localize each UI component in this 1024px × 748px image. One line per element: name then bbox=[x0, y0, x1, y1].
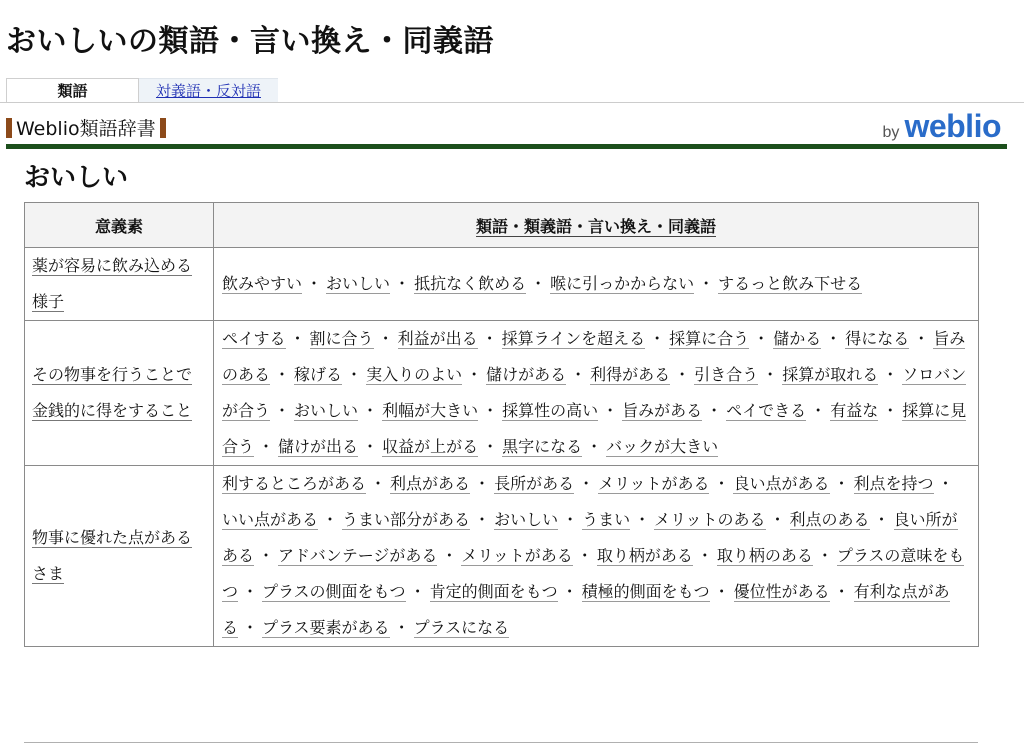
brand-by-text: by bbox=[882, 124, 900, 141]
synonyms-cell bbox=[214, 248, 979, 321]
table-row bbox=[25, 248, 979, 321]
separator-dot: ・ bbox=[696, 546, 713, 565]
synonym-link[interactable]: 旨みのある bbox=[222, 329, 966, 384]
synonym-link[interactable]: 利益が出る bbox=[397, 329, 478, 348]
synonym-link[interactable]: アドバンテージがある bbox=[278, 546, 438, 565]
synonym-link[interactable]: 利点を持つ bbox=[853, 474, 934, 493]
synonym-link[interactable]: 採算に見合う bbox=[222, 401, 967, 456]
dictionary-header bbox=[6, 108, 1007, 144]
separator-dot: ・ bbox=[816, 546, 833, 565]
separator-dot: ・ bbox=[634, 510, 651, 529]
table-row bbox=[25, 466, 979, 647]
separator-dot: ・ bbox=[882, 365, 899, 384]
synonym-link[interactable]: 引き合う bbox=[694, 365, 759, 384]
synonym-link[interactable]: 優位性がある bbox=[733, 582, 830, 601]
synonym-link[interactable]: するっと飲み下せる bbox=[718, 274, 863, 293]
separator-dot: ・ bbox=[769, 510, 786, 529]
synonym-link[interactable]: メリットがある bbox=[461, 546, 573, 565]
sense-cell bbox=[25, 321, 214, 466]
separator-dot: ・ bbox=[810, 401, 827, 420]
synonym-link[interactable]: 利するところがある bbox=[222, 474, 367, 493]
synonym-link[interactable]: 割に合う bbox=[309, 329, 374, 348]
synonym-link[interactable]: 実入りのよい bbox=[366, 365, 463, 384]
synonyms-cell bbox=[214, 466, 979, 647]
synonym-link[interactable]: メリットがある bbox=[598, 474, 710, 493]
separator-dot: ・ bbox=[713, 582, 730, 601]
separator-dot: ・ bbox=[289, 329, 306, 348]
sense-cell bbox=[25, 248, 214, 321]
separator-dot: ・ bbox=[825, 329, 842, 348]
synonym-link[interactable]: 抵抗なく飲める bbox=[414, 274, 527, 293]
synonym-link[interactable]: おいしい bbox=[294, 401, 359, 420]
synonym-link[interactable]: いい点がある bbox=[222, 510, 319, 529]
separator-dot: ・ bbox=[873, 510, 890, 529]
separator-dot: ・ bbox=[258, 437, 275, 456]
separator-dot: ・ bbox=[474, 510, 491, 529]
separator-dot: ・ bbox=[394, 274, 411, 293]
separator-dot: ・ bbox=[562, 510, 579, 529]
separator-dot: ・ bbox=[362, 437, 379, 456]
table-row bbox=[25, 321, 979, 466]
separator-dot: ・ bbox=[242, 618, 259, 637]
header-underline bbox=[6, 144, 1007, 149]
separator-dot: ・ bbox=[578, 474, 595, 493]
synonym-link[interactable]: 利点のある bbox=[789, 510, 870, 529]
separator-dot: ・ bbox=[762, 365, 779, 384]
separator-dot: ・ bbox=[306, 274, 323, 293]
separator-dot: ・ bbox=[370, 474, 387, 493]
synonym-link[interactable]: 採算が取れる bbox=[782, 365, 879, 384]
synonym-link[interactable]: うまい部分がある bbox=[342, 510, 471, 529]
separator-dot: ・ bbox=[706, 401, 723, 420]
synonym-link[interactable]: メリットのある bbox=[654, 510, 766, 529]
separator-dot: ・ bbox=[570, 365, 587, 384]
synonym-link[interactable]: プラスの意味をもつ bbox=[222, 546, 965, 601]
tab-bar bbox=[6, 78, 278, 102]
synonym-link[interactable]: ペイする bbox=[222, 329, 286, 348]
sense-text[interactable]: その物事を行うことで金銭的に得をすること bbox=[32, 365, 193, 420]
synonym-link[interactable]: 稼げる bbox=[294, 365, 343, 384]
separator-dot: ・ bbox=[242, 582, 259, 601]
synonym-link[interactable]: 利点がある bbox=[390, 474, 471, 493]
separator-dot: ・ bbox=[753, 329, 770, 348]
separator-dot: ・ bbox=[322, 510, 339, 529]
tab-antonyms[interactable]: 対義語・反対語 bbox=[139, 78, 278, 102]
synonyms-cell bbox=[214, 321, 979, 466]
synonym-link[interactable]: うまい bbox=[582, 510, 631, 529]
separator-dot: ・ bbox=[561, 582, 578, 601]
separator-dot: ・ bbox=[882, 401, 899, 420]
separator-dot: ・ bbox=[274, 401, 291, 420]
separator-dot: ・ bbox=[346, 365, 363, 384]
separator-dot: ・ bbox=[441, 546, 458, 565]
header-sense-text: 意義素 bbox=[94, 216, 143, 236]
separator-dot: ・ bbox=[698, 274, 715, 293]
separator-dot: ・ bbox=[602, 401, 619, 420]
header-synonyms bbox=[214, 203, 979, 248]
separator-dot: ・ bbox=[362, 401, 379, 420]
sense-text[interactable]: 物事に優れた点があるさま bbox=[32, 528, 193, 583]
synonym-link[interactable]: 利得がある bbox=[590, 365, 671, 384]
separator-dot: ・ bbox=[482, 401, 499, 420]
weblio-logo: weblio bbox=[904, 108, 1001, 144]
dictionary-name-text[interactable]: Weblio類語辞書 bbox=[16, 118, 156, 140]
synonym-link[interactable]: 肯定的側面をもつ bbox=[429, 582, 558, 601]
separator-dot: ・ bbox=[833, 582, 850, 601]
word-heading: おいしい bbox=[24, 163, 129, 193]
synonym-link[interactable]: ソロバンが合う bbox=[222, 365, 967, 420]
synonym-link[interactable]: 採算性の高い bbox=[502, 401, 599, 420]
sense-text[interactable]: 薬が容易に飲み込める様子 bbox=[32, 256, 193, 311]
tab-divider bbox=[0, 102, 1024, 103]
separator-dot: ・ bbox=[377, 329, 394, 348]
separator-dot: ・ bbox=[474, 474, 491, 493]
separator-dot: ・ bbox=[258, 546, 275, 565]
separator-dot: ・ bbox=[576, 546, 593, 565]
synonym-link[interactable]: おいしい bbox=[326, 274, 391, 293]
tab-synonyms[interactable]: 類語 bbox=[6, 78, 139, 102]
synonym-link[interactable]: 飲みやすい bbox=[222, 274, 303, 293]
synonym-link[interactable]: 取り柄がある bbox=[596, 546, 693, 565]
synonym-link[interactable]: 旨みがある bbox=[622, 401, 703, 420]
bottom-divider bbox=[24, 742, 978, 743]
separator-dot: ・ bbox=[713, 474, 730, 493]
synonym-link[interactable]: バックが大きい bbox=[606, 437, 719, 456]
header-synonyms-text: 類語・類義語・言い換え・同義語 bbox=[475, 216, 716, 236]
separator-dot: ・ bbox=[649, 329, 666, 348]
synonym-link[interactable]: 採算ラインを超える bbox=[501, 329, 646, 348]
synonym-link[interactable]: おいしい bbox=[494, 510, 559, 529]
synonym-link[interactable]: 有利な点がある bbox=[222, 582, 950, 637]
synonym-link[interactable]: 利幅が大きい bbox=[382, 401, 479, 420]
synonym-link[interactable]: 儲けが出る bbox=[278, 437, 359, 456]
page-title: おいしいの類語・言い換え・同義語 bbox=[6, 24, 494, 59]
synonym-link[interactable]: 黒字になる bbox=[502, 437, 583, 456]
separator-dot: ・ bbox=[274, 365, 291, 384]
right-bar-marker bbox=[160, 118, 166, 138]
separator-dot: ・ bbox=[937, 474, 954, 493]
separator-dot: ・ bbox=[674, 365, 691, 384]
header-sense bbox=[25, 203, 214, 248]
sense-cell bbox=[25, 466, 214, 647]
synonym-link[interactable]: プラス要素がある bbox=[262, 618, 390, 637]
separator-dot: ・ bbox=[481, 329, 498, 348]
synonym-link[interactable]: 良い点がある bbox=[733, 474, 830, 493]
synonym-link[interactable]: 儲けがある bbox=[486, 365, 567, 384]
separator-dot: ・ bbox=[833, 474, 850, 493]
synonym-table bbox=[24, 202, 979, 647]
separator-dot: ・ bbox=[913, 329, 930, 348]
synonym-link[interactable]: 良い所がある bbox=[222, 510, 958, 565]
separator-dot: ・ bbox=[530, 274, 547, 293]
synonym-link[interactable]: 得になる bbox=[845, 329, 910, 348]
synonym-link[interactable]: 喉に引っかからない bbox=[550, 274, 695, 293]
separator-dot: ・ bbox=[409, 582, 426, 601]
synonym-link[interactable]: プラスになる bbox=[413, 618, 510, 637]
separator-dot: ・ bbox=[586, 437, 603, 456]
synonym-link[interactable]: 儲かる bbox=[773, 329, 822, 348]
synonym-link[interactable]: 取り柄のある bbox=[716, 546, 813, 565]
synonym-link[interactable]: ペイできる bbox=[726, 401, 807, 420]
synonym-link[interactable]: 採算に合う bbox=[669, 329, 750, 348]
synonym-rows bbox=[25, 248, 979, 647]
synonym-link[interactable]: プラスの側面をもつ bbox=[262, 582, 406, 601]
synonym-link[interactable]: 積極的側面をもつ bbox=[581, 582, 710, 601]
table-header-row bbox=[25, 203, 979, 248]
weblio-brand[interactable] bbox=[882, 108, 1001, 145]
synonym-link[interactable]: 長所がある bbox=[494, 474, 575, 493]
separator-dot: ・ bbox=[466, 365, 483, 384]
synonym-link[interactable]: 収益が上がる bbox=[382, 437, 479, 456]
separator-dot: ・ bbox=[393, 618, 410, 637]
synonym-link[interactable]: 有益な bbox=[830, 401, 879, 420]
separator-dot: ・ bbox=[482, 437, 499, 456]
dictionary-name bbox=[6, 114, 166, 141]
